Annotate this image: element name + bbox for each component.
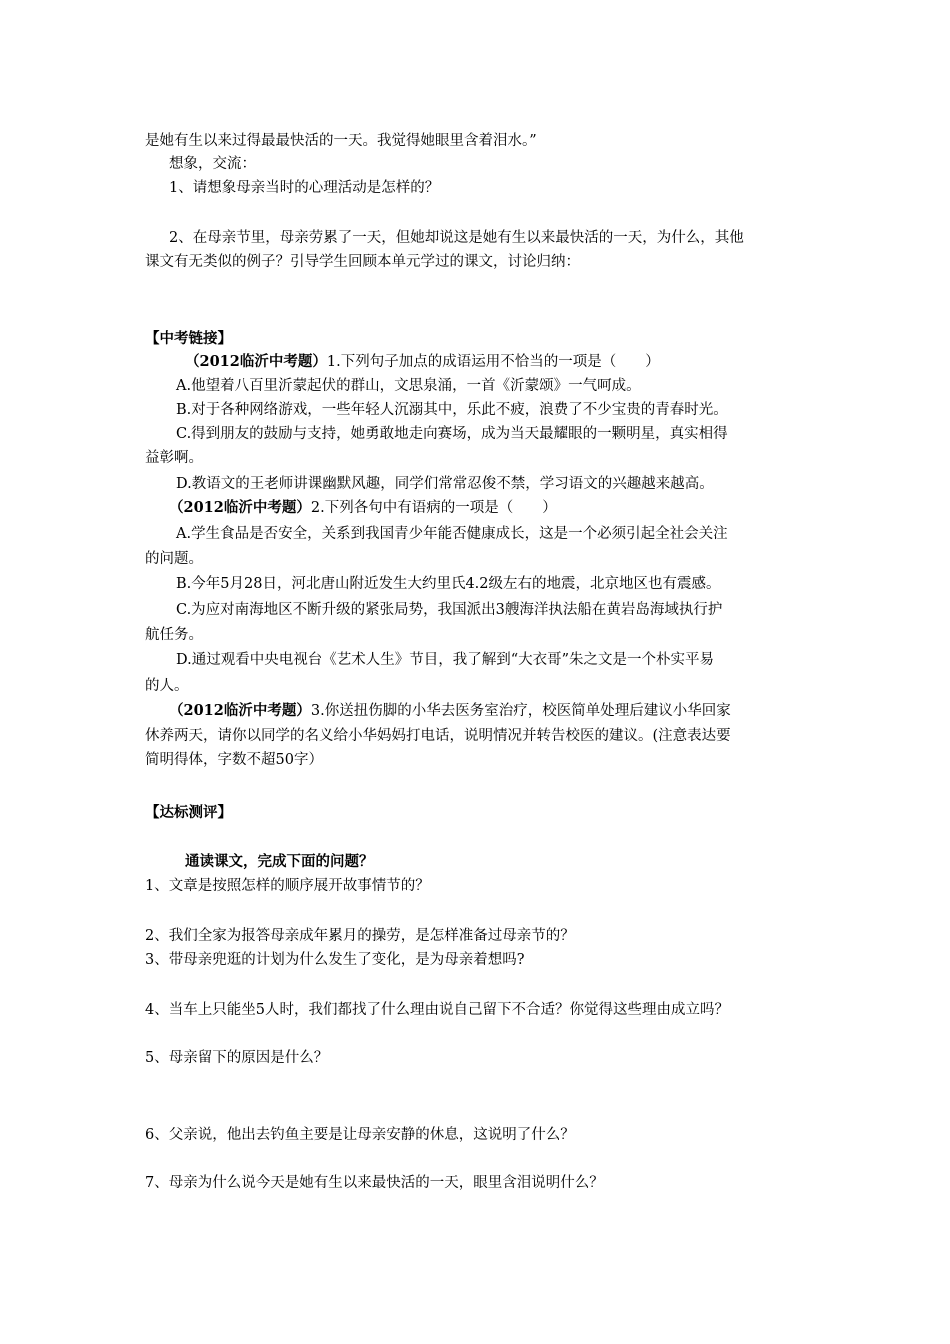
assessment-question-7: 7、母亲为什么说今天是她有生以来最快活的一天，眼里含泪说明什么？ (145, 1175, 604, 1191)
exam-source: （2012临沂中考题） (169, 499, 311, 516)
option-b: B.今年5月28日，河北唐山附近发生大约里氏4.2级左右的地震，北京地区也有震感。 (176, 576, 721, 592)
assessment-question-3: 3、带母亲兜逛的计划为什么发生了变化，是为母亲着想吗? (145, 952, 525, 968)
option-c-line-1: C.为应对南海地区不断升级的紧张局势，我国派出3艘海洋执法船在黄岩岛海域执行护 (176, 602, 723, 618)
imagine-label: 想象，交流： (169, 156, 256, 172)
exam-question-1 (185, 352, 660, 372)
exam-question-text: 3.你送扭伤脚的小华去医务室治疗，校医简单处理后建议小华回家 (310, 703, 731, 719)
section-heading-assessment: 【达标测评】 (145, 805, 232, 821)
assessment-question-6: 6、父亲说，他出去钓鱼主要是让母亲安静的休息，这说明了什么？ (145, 1127, 575, 1143)
assessment-question-1: 1、文章是按照怎样的顺序展开故事情节的？ (145, 878, 430, 894)
option-a-line-2: 的问题。 (145, 551, 203, 567)
exam-question-text: 1.下列句子加点的成语运用不恰当的一项是（ ） (326, 354, 660, 370)
option-a-line-1: A.学生食品是否安全，关系到我国青少年能否健康成长，这是一个必须引起全社会关注 (176, 526, 728, 542)
assessment-question-4: 4、当车上只能坐5人时，我们都找了什么理由说自己留下不合适？你觉得这些理由成立吗？ (145, 1002, 729, 1018)
question-2-line-1: 2、在母亲节里，母亲劳累了一天，但她却说这是她有生以来最快活的一天，为什么，其他 (169, 230, 744, 246)
option-d-line-2: 的人。 (145, 678, 189, 694)
option-c-line-2: 益彰啊。 (145, 450, 203, 466)
text-line: 是她有生以来过得最最快活的一天。我觉得她眼里含着泪水。” (145, 133, 537, 149)
question-2-line-2: 课文有无类似的例子？引导学生回顾本单元学过的课文，讨论归纳： (145, 254, 580, 270)
option-c-line-2: 航任务。 (145, 627, 203, 643)
question-1: 1、请想象母亲当时的心理活动是怎样的？ (169, 180, 440, 196)
assessment-intro: 通读课文，完成下面的问题？ (185, 853, 374, 870)
assessment-question-2: 2、我们全家为报答母亲成年累月的操劳，是怎样准备过母亲节的？ (145, 928, 575, 944)
exam-source: （2012临沂中考题） (169, 702, 311, 719)
option-b: B.对于各种网络游戏，一些年轻人沉溺其中，乐此不疲，浪费了不少宝贵的青春时光。 (176, 402, 728, 418)
option-d: D.教语文的王老师讲课幽默风趣，同学们常常忍俊不禁，学习语文的兴趣越来越高。 (176, 476, 714, 492)
exam-question-3 (169, 701, 731, 721)
option-d-line-1: D.通过观看中央电视台《艺术人生》节目，我了解到“大衣哥”朱之文是一个朴实平易 (176, 652, 715, 668)
option-a: A.他望着八百里沂蒙起伏的群山，文思泉涌，一首《沂蒙颂》一气呵成。 (176, 378, 641, 394)
exam-question-3-line-2: 休养两天，请你以同学的名义给小华妈妈打电话，说明情况并转告校医的建议。(注意表达要 (145, 728, 731, 744)
option-c-line-1: C.得到朋友的鼓励与支持，她勇敢地走向赛场，成为当天最耀眼的一颗明星，真实相得 (176, 426, 728, 442)
exam-question-text: 2.下列各句中有语病的一项是（ ） (310, 500, 557, 516)
section-heading-exam-link: 【中考链接】 (145, 331, 232, 347)
exam-source: （2012临沂中考题） (185, 353, 327, 370)
assessment-question-5: 5、母亲留下的原因是什么？ (145, 1050, 329, 1066)
exam-question-3-line-3: 简明得体，字数不超50字） (145, 752, 323, 768)
exam-question-2 (169, 498, 557, 518)
